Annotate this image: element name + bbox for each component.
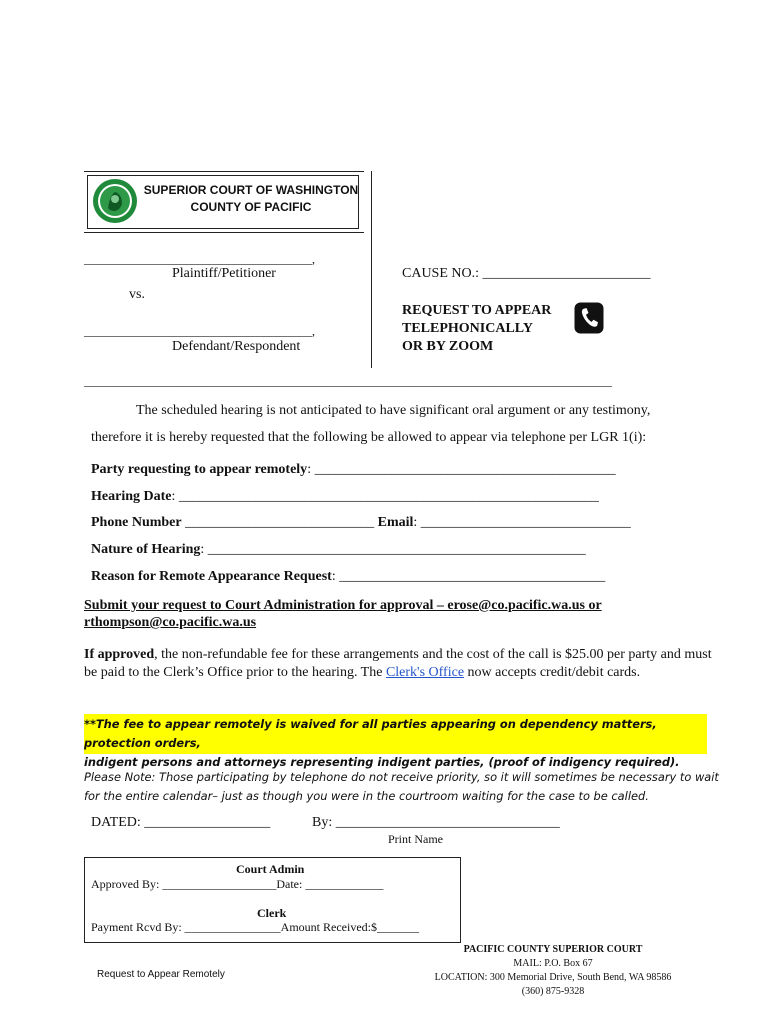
fee-waiver-notice	[84, 715, 714, 772]
nature-of-hearing-blank[interactable]: : ______________________________________________________	[200, 542, 586, 557]
court-name-line2: COUNTY OF PACIFIC	[190, 200, 312, 214]
hearing-date-field[interactable]	[91, 489, 599, 505]
document-title-line2: TELEPHONICALLY	[402, 321, 533, 336]
footer-court-name: PACIFIC COUNTY SUPERIOR COURT	[463, 944, 643, 955]
court-seal-icon	[92, 178, 138, 224]
defendant-name-line[interactable]: ______________________________________,	[84, 324, 315, 338]
party-requesting-blank[interactable]: : ___________________________________________	[307, 462, 616, 477]
priority-note-line1: Please Note: Those participating by telephone do not receive priority, so it will sometimes be necessary to wait	[84, 770, 719, 784]
caption-separator: ___________________________________________________________________________________________	[84, 374, 612, 388]
phone-icon	[574, 302, 604, 334]
print-name-label: Print Name	[388, 832, 443, 846]
document-title	[402, 302, 551, 356]
email-blank[interactable]: : ______________________________	[413, 515, 631, 530]
document-title-line3: OR BY ZOOM	[402, 339, 494, 354]
phone-email-field[interactable]	[91, 515, 631, 531]
fee-waiver-line2: indigent persons and attorneys representing indigent parties, (proof of indigency required).	[84, 755, 680, 769]
court-name-line1: SUPERIOR COURT OF WASHINGTON	[143, 183, 359, 197]
court-name	[140, 182, 362, 216]
party-requesting-label: Party requesting to appear remotely	[91, 462, 308, 477]
dated-field[interactable]: DATED: __________________	[91, 815, 271, 830]
approved-by-field[interactable]: Approved By: ___________________Date: _____________	[91, 877, 384, 891]
reason-field[interactable]	[91, 569, 605, 585]
priority-note	[84, 768, 724, 806]
nature-of-hearing-field[interactable]	[91, 542, 586, 558]
hearing-date-blank[interactable]: : ____________________________________________________________	[171, 489, 599, 504]
fee-paragraph	[84, 646, 724, 682]
priority-note-line2: for the entire calendar– just as though you were in the courtroom waiting for the case to be called.	[84, 789, 649, 803]
footer-court-address	[418, 943, 688, 999]
footer-form-title: Request to Appear Remotely	[97, 969, 225, 980]
submit-instructions-line1: Submit your request to Court Administration for approval – erose@co.pacific.wa.us or	[84, 598, 602, 613]
phone-number-label: Phone Number	[91, 515, 182, 530]
defendant-label: Defendant/Respondent	[172, 339, 301, 354]
footer-location: LOCATION: 300 Memorial Drive, South Bend, WA 98586	[434, 972, 672, 983]
hearing-date-label: Hearing Date	[91, 489, 172, 504]
fee-text: , the non-refundable fee for these arrangements and the cost of the call is $25.00 per party and must be paid to the Clerk’s Office prior to the hearing. The	[84, 647, 712, 680]
intro-paragraph-line2: therefore it is hereby requested that the following be allowed to appear via telephone per LGR 1(i):	[91, 430, 647, 445]
plaintiff-name-line[interactable]: ______________________________________,	[84, 252, 315, 266]
document-title-line1: REQUEST TO APPEAR	[402, 303, 552, 318]
fee-text-end: now accepts credit/debit cards.	[464, 665, 641, 680]
plaintiff-label: Plaintiff/Petitioner	[172, 266, 276, 281]
signature-by-field[interactable]: By: ________________________________	[312, 815, 560, 830]
clerk-heading: Clerk	[257, 906, 287, 920]
footer-phone: (360) 875-9328	[521, 986, 585, 997]
reason-blank[interactable]: : ______________________________________	[331, 569, 606, 584]
footer-mail: MAIL: P.O. Box 67	[513, 958, 593, 969]
court-admin-heading: Court Admin	[236, 862, 305, 876]
intro-paragraph-line1: The scheduled hearing is not anticipated to have significant oral argument or any testimony,	[136, 403, 651, 418]
submit-instructions-line2: rthompson@co.pacific.wa.us	[84, 615, 257, 630]
cause-number-field[interactable]: CAUSE NO.: ________________________	[402, 266, 651, 281]
phone-number-blank[interactable]: ___________________________	[181, 515, 378, 530]
reason-label: Reason for Remote Appearance Request	[91, 569, 332, 584]
fee-waiver-line1: **The fee to appear remotely is waived for all parties appearing on dependency matters, protection orders,	[84, 717, 657, 750]
party-requesting-field[interactable]	[91, 462, 616, 478]
nature-of-hearing-label: Nature of Hearing	[91, 542, 201, 557]
if-approved-label: If approved	[84, 647, 155, 662]
payment-received-field[interactable]: Payment Rcvd By: ________________Amount Received:$_______	[91, 920, 419, 934]
caption-divider	[371, 171, 372, 368]
submit-instructions	[84, 597, 684, 631]
versus-label: vs.	[129, 287, 145, 302]
clerks-office-link[interactable]: Clerk's Office	[385, 665, 465, 680]
email-label: Email	[377, 515, 414, 530]
